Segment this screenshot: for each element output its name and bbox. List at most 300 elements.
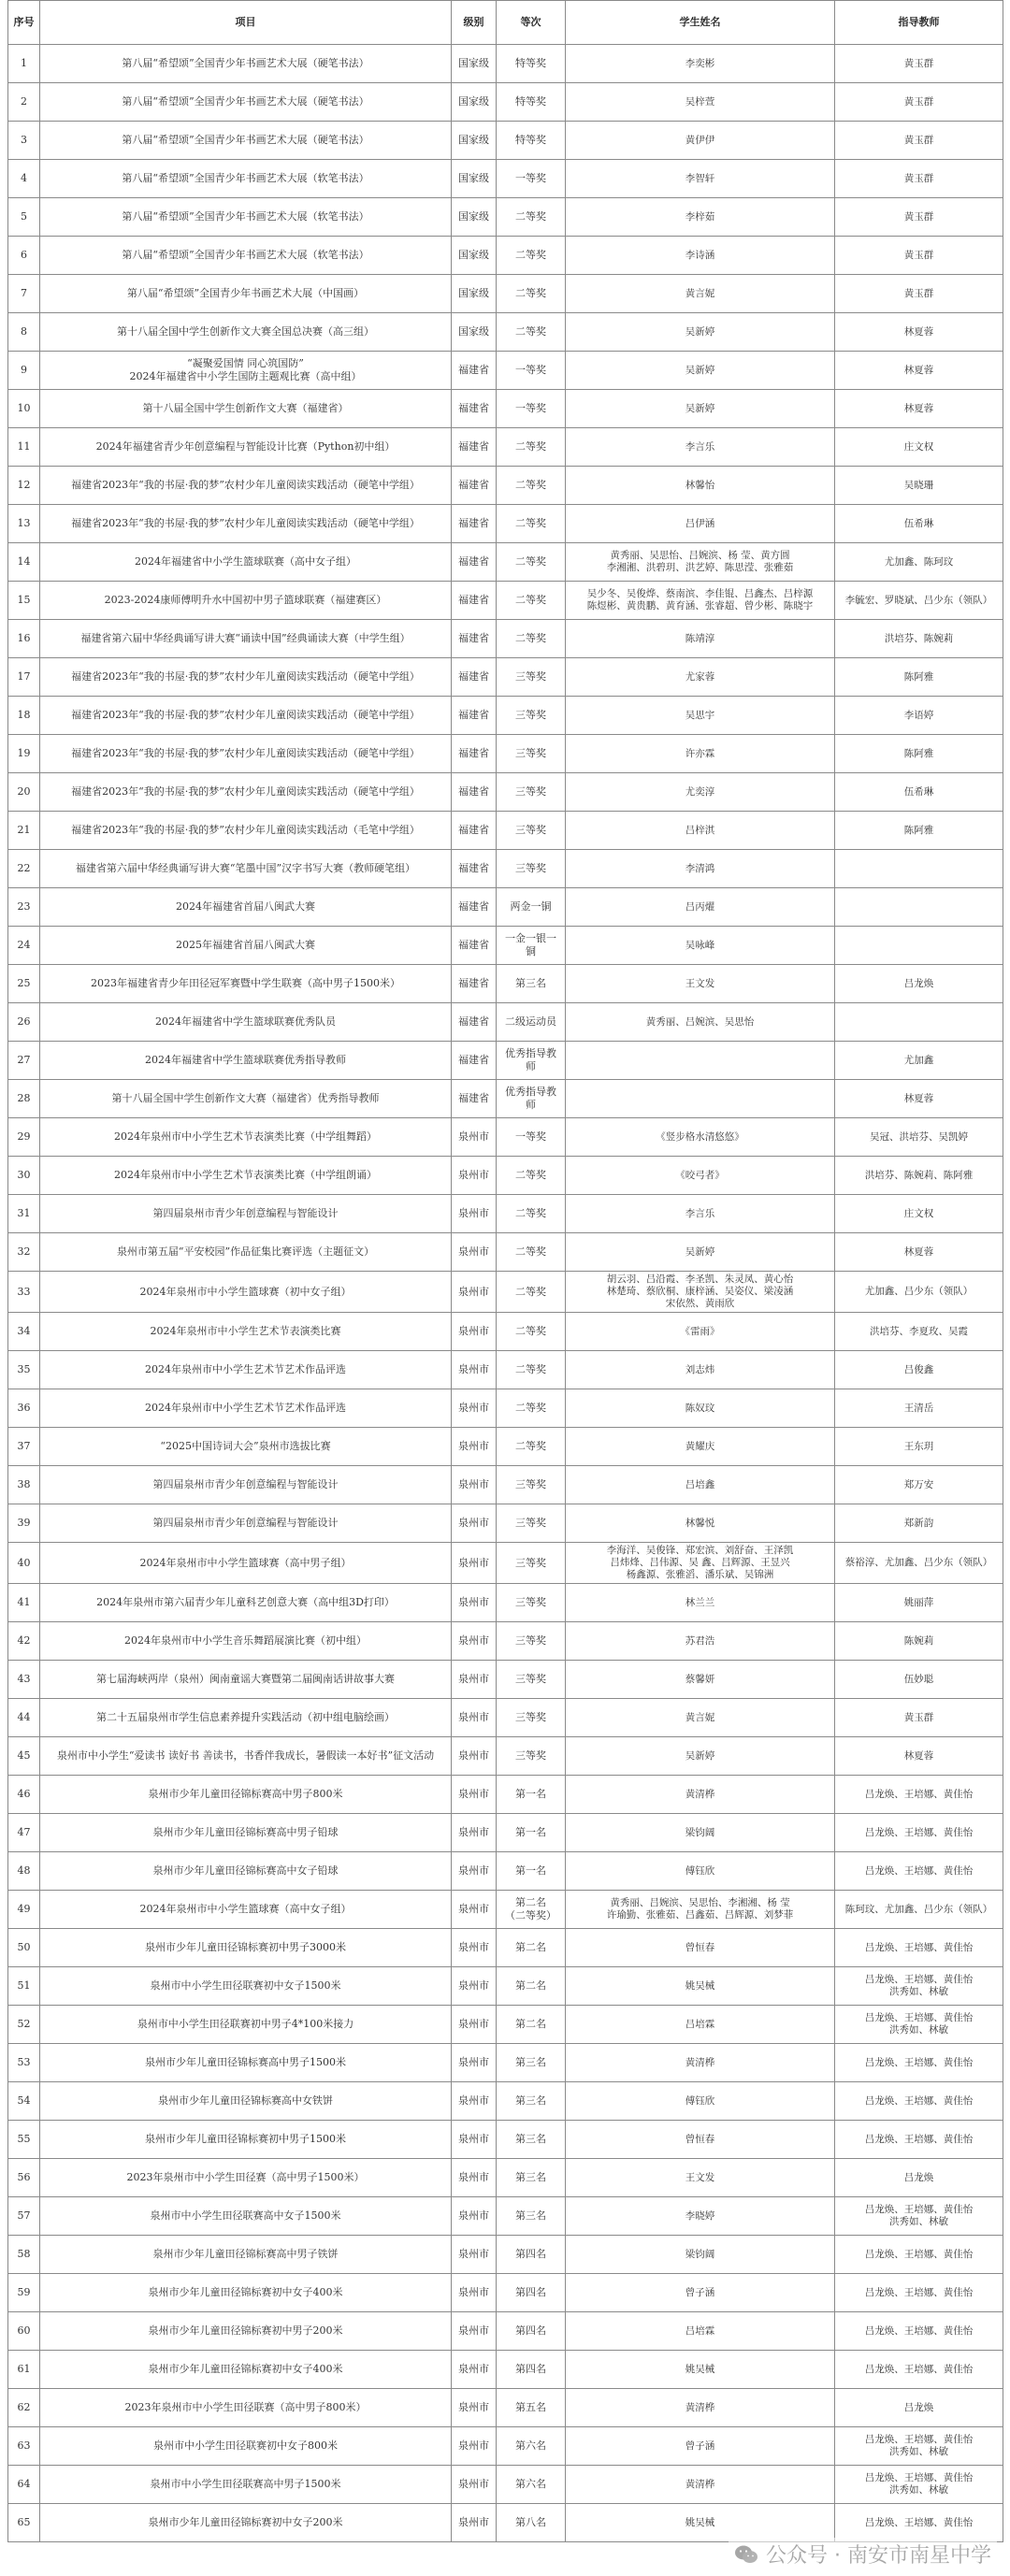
cell-project: 2024年泉州市第六届青少年儿童科艺创意大赛（高中组3D打印） <box>40 1584 452 1622</box>
cell-students: 曾子涵 <box>566 2427 835 2466</box>
cell-level: 泉州市 <box>452 2082 497 2121</box>
table-row <box>8 1584 1003 1622</box>
cell-level: 泉州市 <box>452 2044 497 2082</box>
cell-index: 3 <box>8 122 40 160</box>
cell-level: 泉州市 <box>452 1428 497 1466</box>
cell-teacher: 吴冠、洪培芬、吴凯婷 <box>835 1118 1003 1157</box>
cell-level: 国家级 <box>452 122 497 160</box>
cell-teacher: 郑新韵 <box>835 1504 1003 1543</box>
cell-teacher: 蔡裕淳、尤加鑫、吕少东（领队） <box>835 1543 1003 1584</box>
cell-teacher: 黄玉群 <box>835 237 1003 275</box>
cell-level: 泉州市 <box>452 1699 497 1737</box>
cell-project: 2024年泉州市中小学生篮球赛（高中男子组） <box>40 1543 452 1584</box>
cell-level: 国家级 <box>452 83 497 122</box>
cell-grade: 优秀指导教师 <box>497 1042 566 1080</box>
cell-teacher: 郑万安 <box>835 1466 1003 1504</box>
cell-teacher: 林夏蓉 <box>835 313 1003 352</box>
cell-students: 李晓婷 <box>566 2197 835 2236</box>
cell-index: 7 <box>8 275 40 313</box>
cell-level: 福建省 <box>452 1080 497 1118</box>
table-header <box>8 1 1003 45</box>
cell-grade: 第三名 <box>497 2121 566 2159</box>
cell-grade: 二等奖 <box>497 1272 566 1313</box>
cell-students: 李奕彬 <box>566 45 835 83</box>
cell-grade: 三等奖 <box>497 1504 566 1543</box>
cell-project: 第八届“希望颂”全国青少年书画艺术大展（硬笔书法） <box>40 83 452 122</box>
cell-teacher: 吕龙焕、王培娜、黄佳怡 洪秀如、林敏 <box>835 2466 1003 2504</box>
cell-teacher: 黄玉群 <box>835 83 1003 122</box>
cell-project: 泉州市少年儿童田径锦标赛初中女子400米 <box>40 2274 452 2312</box>
cell-level: 泉州市 <box>452 2389 497 2427</box>
cell-project: 2023年泉州市中小学生田径赛（高中男子1500米） <box>40 2159 452 2197</box>
cell-index: 34 <box>8 1313 40 1351</box>
cell-grade: 二等奖 <box>497 582 566 620</box>
cell-index: 27 <box>8 1042 40 1080</box>
cell-teacher: 伍妙聪 <box>835 1661 1003 1699</box>
cell-level: 泉州市 <box>452 1272 497 1313</box>
cell-students: 黄言妮 <box>566 275 835 313</box>
cell-project: 第八届“希望颂”全国青少年书画艺术大展（软笔书法） <box>40 237 452 275</box>
cell-teacher: 吕龙焕、王培娜、黄佳怡 洪秀如、林敏 <box>835 2006 1003 2044</box>
cell-grade: 特等奖 <box>497 122 566 160</box>
cell-level: 泉州市 <box>452 2427 497 2466</box>
cell-students: 曾恒春 <box>566 2121 835 2159</box>
cell-students: 吕培鑫 <box>566 1466 835 1504</box>
cell-level: 福建省 <box>452 965 497 1003</box>
cell-grade: 第三名 <box>497 2044 566 2082</box>
cell-grade: 三等奖 <box>497 735 566 773</box>
table-row <box>8 812 1003 850</box>
table-row <box>8 735 1003 773</box>
cell-teacher: 林夏蓉 <box>835 1080 1003 1118</box>
header-level: 级别 <box>452 1 497 45</box>
cell-index: 9 <box>8 352 40 390</box>
cell-level: 福建省 <box>452 927 497 965</box>
cell-project: 2023年泉州市中小学生田径联赛（高中男子800米） <box>40 2389 452 2427</box>
cell-project: 泉州市少年儿童田径锦标赛初中男子3000米 <box>40 1929 452 1967</box>
cell-grade: 三等奖 <box>497 1543 566 1584</box>
cell-level: 泉州市 <box>452 2197 497 2236</box>
cell-grade: 一等奖 <box>497 390 566 428</box>
cell-students: 李诗涵 <box>566 237 835 275</box>
cell-index: 44 <box>8 1699 40 1737</box>
cell-level: 泉州市 <box>452 2351 497 2389</box>
cell-level: 国家级 <box>452 45 497 83</box>
cell-grade: 第一名 <box>497 1776 566 1814</box>
cell-teacher: 洪培芬、陈婉莉 <box>835 620 1003 658</box>
cell-teacher: 吕龙焕、王培娜、黄佳怡 <box>835 2082 1003 2121</box>
cell-index: 30 <box>8 1157 40 1195</box>
cell-project: 泉州市中小学生田径联赛初中男子4*100米接力 <box>40 2006 452 2044</box>
cell-project: 第十八届全国中学生创新作文大赛全国总决赛（高三组） <box>40 313 452 352</box>
cell-students: 胡云羽、吕沿霞、李圣凯、朱灵凤、黄心怡 林楚琦、蔡欣桐、康梓涵、吴姿仪、梁凌涵 宋依然、黄雨欣 <box>566 1272 835 1313</box>
cell-level: 福建省 <box>452 620 497 658</box>
cell-grade: 一等奖 <box>497 352 566 390</box>
cell-index: 43 <box>8 1661 40 1699</box>
table-row <box>8 352 1003 390</box>
table-row <box>8 1737 1003 1776</box>
cell-grade: 三等奖 <box>497 1466 566 1504</box>
cell-teacher: 林夏蓉 <box>835 1233 1003 1272</box>
cell-index: 41 <box>8 1584 40 1622</box>
cell-project: 泉州市中小学生田径联赛初中女子800米 <box>40 2427 452 2466</box>
cell-grade: 二等奖 <box>497 1389 566 1428</box>
cell-grade: 二等奖 <box>497 275 566 313</box>
table-row <box>8 620 1003 658</box>
cell-students: 许亦霖 <box>566 735 835 773</box>
cell-level: 福建省 <box>452 658 497 697</box>
cell-level: 泉州市 <box>452 1504 497 1543</box>
cell-grade: 第二名 <box>497 1967 566 2006</box>
cell-students: 吴梓萱 <box>566 83 835 122</box>
table-row <box>8 2351 1003 2389</box>
cell-teacher: 尤加鑫、陈珂玟 <box>835 543 1003 582</box>
cell-students: 黄秀丽、吕婉滨、吴思怡、李湘湘、杨 莹 许瑜勤、张雅茹、吕鑫茹、吕辉源、刘梦菲 <box>566 1891 835 1929</box>
cell-project: 泉州市中小学生田径联赛初中女子1500米 <box>40 1967 452 2006</box>
table-row <box>8 467 1003 505</box>
cell-level: 泉州市 <box>452 1233 497 1272</box>
cell-students: 吴新婷 <box>566 1737 835 1776</box>
cell-index: 21 <box>8 812 40 850</box>
table-row <box>8 83 1003 122</box>
table-row <box>8 927 1003 965</box>
cell-grade: 二等奖 <box>497 467 566 505</box>
table-row <box>8 850 1003 888</box>
cell-project: 2024年泉州市中小学生艺术节艺术作品评选 <box>40 1351 452 1389</box>
table-row <box>8 1313 1003 1351</box>
cell-level: 福建省 <box>452 467 497 505</box>
cell-grade: 第三名 <box>497 2082 566 2121</box>
cell-teacher <box>835 850 1003 888</box>
header-row <box>8 1 1003 45</box>
cell-project: 泉州市少年儿童田径锦标赛初中女子200米 <box>40 2504 452 2542</box>
cell-students: 陈靖淳 <box>566 620 835 658</box>
table-row <box>8 2006 1003 2044</box>
table-row <box>8 1080 1003 1118</box>
table-row <box>8 1351 1003 1389</box>
cell-project: 福建省第六届中华经典诵写讲大赛“诵读中国”经典诵读大赛（中学生组） <box>40 620 452 658</box>
cell-teacher: 吕龙焕、王培娜、黄佳怡 <box>835 2121 1003 2159</box>
cell-grade: 一等奖 <box>497 160 566 198</box>
cell-students: 吴少冬、吴俊烨、蔡南滨、李佳锟、吕鑫杰、吕梓源 陈煜彬、黄贵鹏、黄育涵、张睿超、曾少彬、陈晓宇 <box>566 582 835 620</box>
cell-students: 《咬弓者》 <box>566 1157 835 1195</box>
cell-index: 63 <box>8 2427 40 2466</box>
table-row <box>8 658 1003 697</box>
cell-students: 黄耀庆 <box>566 1428 835 1466</box>
cell-project: 2024年泉州市中小学生艺术节艺术作品评选 <box>40 1389 452 1428</box>
cell-project: 第四届泉州市青少年创意编程与智能设计 <box>40 1504 452 1543</box>
cell-students: 吕丙燿 <box>566 888 835 927</box>
cell-teacher: 姚丽萍 <box>835 1584 1003 1622</box>
cell-teacher: 吕龙焕、王培娜、黄佳怡 <box>835 2351 1003 2389</box>
cell-grade: 三等奖 <box>497 1661 566 1699</box>
cell-project: 第四届泉州市青少年创意编程与智能设计 <box>40 1466 452 1504</box>
cell-grade: 第三名 <box>497 2197 566 2236</box>
table-row <box>8 2274 1003 2312</box>
cell-students: 傅钰欣 <box>566 1852 835 1891</box>
cell-grade: 二等奖 <box>497 505 566 543</box>
cell-project: 2024年福建省青少年创意编程与智能设计比赛（Python初中组） <box>40 428 452 467</box>
cell-teacher: 吕龙焕、王培娜、黄佳怡 <box>835 1776 1003 1814</box>
cell-level: 泉州市 <box>452 1622 497 1661</box>
table-row <box>8 1466 1003 1504</box>
table-row <box>8 1272 1003 1313</box>
table-row <box>8 697 1003 735</box>
cell-project: 第八届“希望颂”全国青少年书画艺术大展（中国画） <box>40 275 452 313</box>
cell-teacher: 林夏蓉 <box>835 352 1003 390</box>
cell-teacher: 黄玉群 <box>835 45 1003 83</box>
table-row <box>8 1661 1003 1699</box>
cell-level: 泉州市 <box>452 1737 497 1776</box>
cell-index: 59 <box>8 2274 40 2312</box>
cell-project: 福建省2023年“我的书屋·我的梦”农村少年儿童阅读实践活动（硬笔中学组） <box>40 697 452 735</box>
cell-grade: 二等奖 <box>497 1233 566 1272</box>
cell-index: 48 <box>8 1852 40 1891</box>
cell-students: 《竖步格水清悠悠》 <box>566 1118 835 1157</box>
cell-level: 泉州市 <box>452 2159 497 2197</box>
table-row <box>8 2389 1003 2427</box>
cell-level: 泉州市 <box>452 2504 497 2542</box>
cell-project: 泉州市少年儿童田径锦标赛高中女子铅球 <box>40 1852 452 1891</box>
cell-level: 福建省 <box>452 812 497 850</box>
cell-teacher: 黄玉群 <box>835 275 1003 313</box>
cell-level: 泉州市 <box>452 1584 497 1622</box>
cell-index: 35 <box>8 1351 40 1389</box>
cell-teacher <box>835 927 1003 965</box>
cell-students: 苏君浩 <box>566 1622 835 1661</box>
cell-level: 国家级 <box>452 198 497 237</box>
cell-index: 50 <box>8 1929 40 1967</box>
cell-grade: 三等奖 <box>497 1737 566 1776</box>
cell-index: 55 <box>8 2121 40 2159</box>
cell-students: 曾子涵 <box>566 2274 835 2312</box>
cell-project: 2024年福建省中小学生篮球联赛（高中女子组） <box>40 543 452 582</box>
cell-index: 45 <box>8 1737 40 1776</box>
table-row <box>8 1622 1003 1661</box>
cell-index: 19 <box>8 735 40 773</box>
table-row <box>8 122 1003 160</box>
cell-level: 泉州市 <box>452 1389 497 1428</box>
cell-students <box>566 1042 835 1080</box>
cell-index: 40 <box>8 1543 40 1584</box>
cell-level: 福建省 <box>452 505 497 543</box>
cell-index: 33 <box>8 1272 40 1313</box>
cell-teacher: 陈婉莉 <box>835 1622 1003 1661</box>
cell-grade: 第四名 <box>497 2312 566 2351</box>
cell-students: 林馨悦 <box>566 1504 835 1543</box>
cell-index: 36 <box>8 1389 40 1428</box>
cell-students: 黄秀丽、吕婉滨、吴思怡 <box>566 1003 835 1042</box>
cell-project: 泉州市中小学生田径联赛高中男子1500米 <box>40 2466 452 2504</box>
cell-teacher: 吕龙焕、王培娜、黄佳怡 洪秀如、林敏 <box>835 2197 1003 2236</box>
cell-index: 12 <box>8 467 40 505</box>
cell-project: 泉州市中小学生田径联赛高中女子1500米 <box>40 2197 452 2236</box>
cell-students: 尤奕淳 <box>566 773 835 812</box>
table-row <box>8 313 1003 352</box>
cell-level: 福建省 <box>452 582 497 620</box>
cell-teacher: 吕龙焕、王培娜、黄佳怡 <box>835 1929 1003 1967</box>
cell-grade: 三等奖 <box>497 697 566 735</box>
cell-index: 26 <box>8 1003 40 1042</box>
table-row <box>8 2427 1003 2466</box>
cell-teacher: 黄玉群 <box>835 198 1003 237</box>
cell-students: 姚吴械 <box>566 1967 835 2006</box>
table-row <box>8 2121 1003 2159</box>
cell-level: 福建省 <box>452 735 497 773</box>
cell-project: 2024年泉州市中小学生艺术节表演类比赛 <box>40 1313 452 1351</box>
cell-index: 37 <box>8 1428 40 1466</box>
wechat-icon <box>734 2544 758 2565</box>
cell-grade: 特等奖 <box>497 45 566 83</box>
cell-project: 福建省2023年“我的书屋·我的梦”农村少年儿童阅读实践活动（毛笔中学组） <box>40 812 452 850</box>
cell-project: 泉州市少年儿童田径锦标赛初中男子1500米 <box>40 2121 452 2159</box>
cell-index: 38 <box>8 1466 40 1504</box>
cell-students: 吴咏峰 <box>566 927 835 965</box>
cell-grade: 一金一银一铜 <box>497 927 566 965</box>
cell-project: 第八届“希望颂”全国青少年书画艺术大展（软笔书法） <box>40 198 452 237</box>
cell-project: 福建省第六届中华经典诵写讲大赛“笔墨中国”汉字书写大赛（教师硬笔组） <box>40 850 452 888</box>
cell-grade: 二等奖 <box>497 1157 566 1195</box>
cell-students: 傅钰欣 <box>566 2082 835 2121</box>
cell-project: 2024年泉州市中小学生篮球赛（高中女子组） <box>40 1891 452 1929</box>
cell-grade: 二等奖 <box>497 1313 566 1351</box>
cell-index: 58 <box>8 2236 40 2274</box>
cell-index: 53 <box>8 2044 40 2082</box>
cell-teacher: 黄玉群 <box>835 1699 1003 1737</box>
cell-grade: 二级运动员 <box>497 1003 566 1042</box>
cell-students: 林馨怡 <box>566 467 835 505</box>
cell-grade: 第五名 <box>497 2389 566 2427</box>
cell-teacher: 庄文权 <box>835 1195 1003 1233</box>
cell-students: 李智轩 <box>566 160 835 198</box>
cell-teacher: 洪培芬、李夏玫、吴霞 <box>835 1313 1003 1351</box>
cell-teacher <box>835 888 1003 927</box>
cell-students: 黄言妮 <box>566 1699 835 1737</box>
cell-index: 61 <box>8 2351 40 2389</box>
table-row <box>8 1233 1003 1272</box>
cell-students: 黄清桦 <box>566 2044 835 2082</box>
cell-index: 54 <box>8 2082 40 2121</box>
cell-index: 39 <box>8 1504 40 1543</box>
cell-index: 57 <box>8 2197 40 2236</box>
cell-level: 国家级 <box>452 275 497 313</box>
cell-index: 24 <box>8 927 40 965</box>
cell-index: 15 <box>8 582 40 620</box>
table-row <box>8 1003 1003 1042</box>
table-row <box>8 1852 1003 1891</box>
cell-project: 第八届“希望颂”全国青少年书画艺术大展（硬笔书法） <box>40 122 452 160</box>
cell-students: 黄清桦 <box>566 2389 835 2427</box>
table-row <box>8 2082 1003 2121</box>
cell-level: 国家级 <box>452 160 497 198</box>
watermark-text: 公众号 · 南安市南星中学 <box>766 2544 991 2568</box>
header-project: 项目 <box>40 1 452 45</box>
cell-index: 6 <box>8 237 40 275</box>
cell-teacher: 吕龙焕、王培娜、黄佳怡 <box>835 2044 1003 2082</box>
cell-teacher: 吕龙焕、王培娜、黄佳怡 洪秀如、林敏 <box>835 2427 1003 2466</box>
cell-project: 泉州市中小学生“爱读书 读好书 善读书，书香伴我成长，暑假读一本好书”征文活动 <box>40 1737 452 1776</box>
cell-level: 泉州市 <box>452 1118 497 1157</box>
cell-index: 25 <box>8 965 40 1003</box>
cell-project: 泉州市少年儿童田径锦标赛高中男子800米 <box>40 1776 452 1814</box>
table-row <box>8 888 1003 927</box>
cell-students: 吕梓淇 <box>566 812 835 850</box>
table-row <box>8 1504 1003 1543</box>
table-row <box>8 1428 1003 1466</box>
cell-project: 2024年福建省中学生篮球联赛优秀队员 <box>40 1003 452 1042</box>
table-row <box>8 1814 1003 1852</box>
cell-project: “凝聚爱国情 同心筑国防” 2024年福建省中小学生国防主题观比赛（高中组） <box>40 352 452 390</box>
cell-students: 李言乐 <box>566 428 835 467</box>
cell-teacher: 吕龙焕、王培娜、黄佳怡 <box>835 1814 1003 1852</box>
cell-level: 泉州市 <box>452 1466 497 1504</box>
cell-teacher: 吕龙焕、王培娜、黄佳怡 洪秀如、林敏 <box>835 1967 1003 2006</box>
table-body <box>8 45 1003 2542</box>
cell-teacher: 吕俊鑫 <box>835 1351 1003 1389</box>
cell-index: 23 <box>8 888 40 927</box>
cell-project: 第二十五届泉州市学生信息素养提升实践活动（初中组电脑绘画） <box>40 1699 452 1737</box>
table-row <box>8 1543 1003 1584</box>
cell-students: 李言乐 <box>566 1195 835 1233</box>
table-row <box>8 1389 1003 1428</box>
cell-grade: 两金一铜 <box>497 888 566 927</box>
cell-grade: 第四名 <box>497 2274 566 2312</box>
cell-project: 第八届“希望颂”全国青少年书画艺术大展（硬笔书法） <box>40 45 452 83</box>
table-row <box>8 1699 1003 1737</box>
cell-index: 17 <box>8 658 40 697</box>
cell-index: 32 <box>8 1233 40 1272</box>
cell-students: 吴新婷 <box>566 352 835 390</box>
cell-teacher: 尤加鑫 <box>835 1042 1003 1080</box>
cell-students: 吴新婷 <box>566 390 835 428</box>
cell-index: 51 <box>8 1967 40 2006</box>
table-row <box>8 2197 1003 2236</box>
cell-grade: 二等奖 <box>497 1428 566 1466</box>
cell-students: 吴新婷 <box>566 313 835 352</box>
cell-grade: 优秀指导教师 <box>497 1080 566 1118</box>
cell-grade: 第二名 <box>497 2006 566 2044</box>
cell-students: 吕培霖 <box>566 2006 835 2044</box>
cell-students: 林兰兰 <box>566 1584 835 1622</box>
cell-project: 泉州市少年儿童田径锦标赛高中男子铁饼 <box>40 2236 452 2274</box>
cell-index: 8 <box>8 313 40 352</box>
cell-students: 黄秀丽、吴思怡、吕婉滨、杨 莹、黄方圆 李湘湘、洪碧玥、洪艺婷、陈思滢、张雅茹 <box>566 543 835 582</box>
cell-teacher: 王清岳 <box>835 1389 1003 1428</box>
cell-students: 蔡馨妍 <box>566 1661 835 1699</box>
table-row <box>8 1157 1003 1195</box>
cell-index: 11 <box>8 428 40 467</box>
cell-level: 泉州市 <box>452 1661 497 1699</box>
cell-students: 陈奴玟 <box>566 1389 835 1428</box>
cell-level: 泉州市 <box>452 1929 497 1967</box>
cell-teacher: 陈珂玟、尤加鑫、吕少东（领队） <box>835 1891 1003 1929</box>
cell-teacher: 尤加鑫、吕少东（领队） <box>835 1272 1003 1313</box>
cell-teacher: 陈阿雅 <box>835 658 1003 697</box>
cell-project: 2025年福建省首届八闽武大赛 <box>40 927 452 965</box>
table-row <box>8 1776 1003 1814</box>
cell-level: 福建省 <box>452 1042 497 1080</box>
table-row <box>8 543 1003 582</box>
cell-project: 2024年泉州市中小学生艺术节表演类比赛（中学组朗诵） <box>40 1157 452 1195</box>
cell-index: 52 <box>8 2006 40 2044</box>
cell-project: 福建省2023年“我的书屋·我的梦”农村少年儿童阅读实践活动（硬笔中学组） <box>40 467 452 505</box>
cell-project: 2024年泉州市中小学生篮球赛（初中女子组） <box>40 1272 452 1313</box>
table-row <box>8 275 1003 313</box>
cell-index: 65 <box>8 2504 40 2542</box>
cell-level: 泉州市 <box>452 1967 497 2006</box>
table-row <box>8 198 1003 237</box>
cell-grade: 二等奖 <box>497 620 566 658</box>
